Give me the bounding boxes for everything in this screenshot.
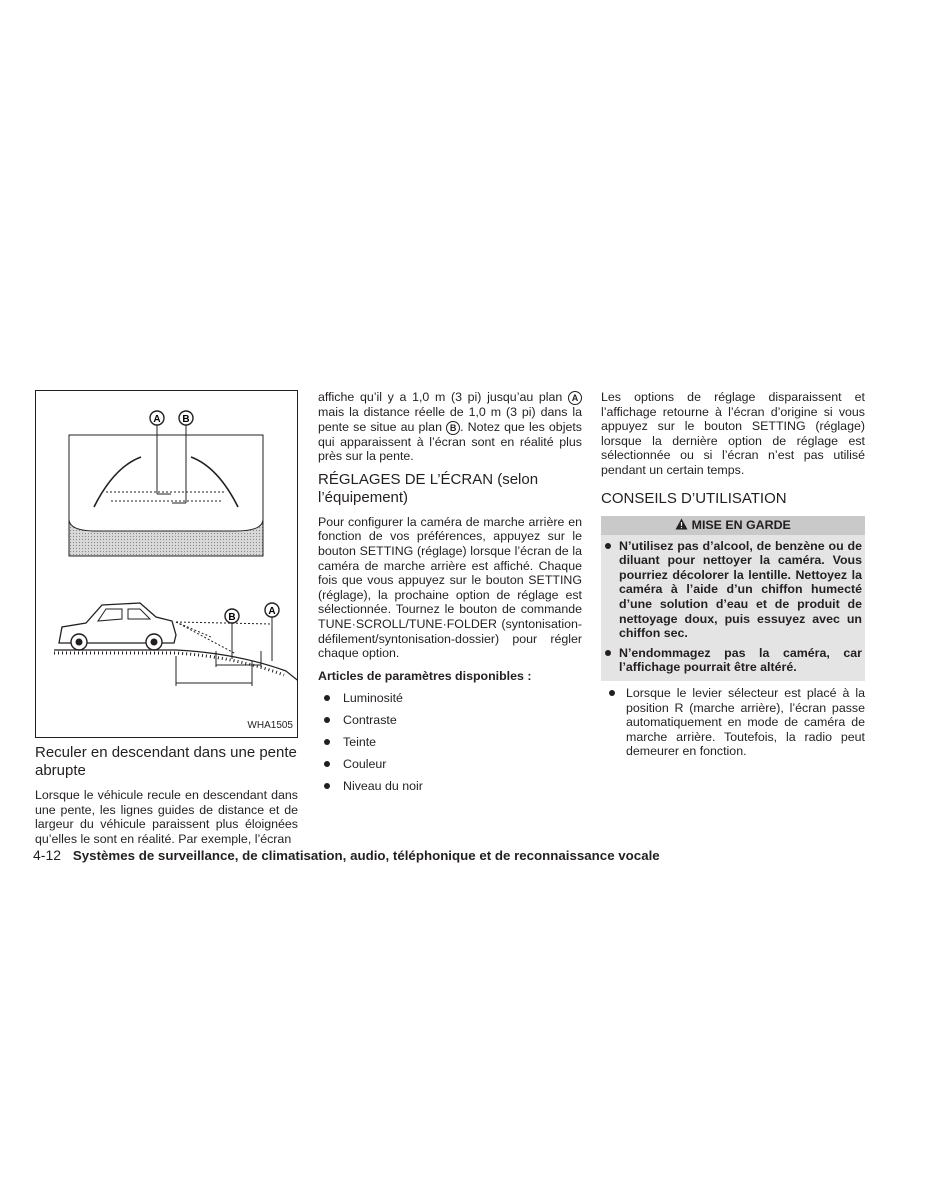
settings-paragraph: Pour configurer la caméra de marche arrière en fonction de vos préférences, appuyez sur le bouton SETTING (réglage) lorsque l’écran de la caméra de marche arrière est affiché. Chaque fois que vous appuyez sur le bouton SETTING (réglage), la prochaine option de réglage est sélectionnée. Tournez le bouton de commande TUNE·SCROLL/TUNE·FOLDER (syntonisation-défilement/syntonisation-dossier) pour régler chaque option. — [318, 514, 582, 661]
settings-list-title: Articles de paramètres disponibles : — [318, 668, 532, 683]
settings-timeout-paragraph: Les options de réglage disparaissent et l’affichage retourne à l’écran d’origine si vous appuyez sur le bouton SETTING (réglage) lorsque la dernière option de réglage est sélectionnée ou si l’écran n’est pas utilisé pendant un certain temps. — [601, 390, 865, 477]
cont-text-1: affiche qu’il y a 1,0 m (3 pi) jusqu’au plan — [318, 390, 563, 404]
list-item: Niveau du noir — [318, 779, 582, 801]
caution-header — [601, 516, 865, 535]
warning-icon — [675, 518, 688, 530]
section-title-slope: Reculer en descendant dans une pente abrupte — [35, 744, 297, 779]
slope-paragraph-continued — [318, 390, 582, 464]
camera-slope-figure — [35, 390, 298, 738]
figure-code: WHA1505 — [247, 720, 293, 732]
page-footer — [33, 847, 893, 863]
section-title-settings: RÉGLAGES DE L’ÉCRAN (selon l’équipement) — [318, 470, 539, 506]
slope-paragraph: Lorsque le véhicule recule en descendant dans une pente, les lignes guides de distance et de largeur du véhicule paraissent plus éloignées qu’elles le sont en réalité. Par exemple, l’écran — [35, 788, 298, 846]
settings-list — [318, 691, 582, 801]
list-item: Couleur — [318, 757, 582, 779]
car-on-slope — [54, 603, 297, 711]
label-b-top: B — [182, 414, 190, 425]
list-item: Teinte — [318, 735, 582, 757]
section-title-tips: CONSEILS D’UTILISATION — [601, 489, 787, 507]
label-b-side: B — [228, 612, 236, 623]
label-a-side: A — [268, 606, 276, 617]
caution-item: N’utilisez pas d’alcool, de benzène ou de diluant pour nettoyer la caméra. Vous pourriez décolorer la lentille. Nettoyez la caméra à l’aide d’un chiffon humecté d’une solution d’eau et de produit de nettoyage doux, puis essuyez avec un chiffon sec. — [601, 539, 865, 641]
caution-box — [601, 516, 865, 681]
list-item: Contraste — [318, 713, 582, 735]
caution-title: MISE EN GARDE — [691, 517, 791, 532]
camera-screen-view — [69, 411, 263, 556]
caution-item: N’endommagez pas la caméra, car l’affichage pourrait être altéré. — [601, 646, 865, 675]
label-a-top: A — [153, 414, 161, 425]
note-item: Lorsque le levier sélecteur est placé à la position R (marche arrière), l’écran passe automatiquement en mode de caméra de marche arrière. Toutefois, la radio peut demeurer en fonction. — [601, 686, 865, 759]
column-left — [35, 390, 298, 846]
list-item: Luminosité — [318, 691, 582, 713]
chapter-title: Systèmes de surveillance, de climatisation, audio, téléphonique et de reconnaissance vocale — [72, 848, 660, 863]
cont-text-2: mais la distance réelle de 1,0 m (3 pi) dans la pente se situe au plan — [318, 405, 582, 434]
plane-a-marker: A — [568, 391, 582, 405]
cont-text-3: . Notez que les objets qui apparaissent à l’écran sont en réalité plus près sur la pente. — [318, 419, 582, 464]
slope-illustration — [36, 391, 297, 737]
caution-content — [601, 535, 865, 681]
plane-b-marker: B — [446, 421, 460, 435]
page-number: 4-12 — [33, 847, 62, 863]
column-middle — [318, 390, 582, 801]
column-right — [601, 390, 865, 759]
